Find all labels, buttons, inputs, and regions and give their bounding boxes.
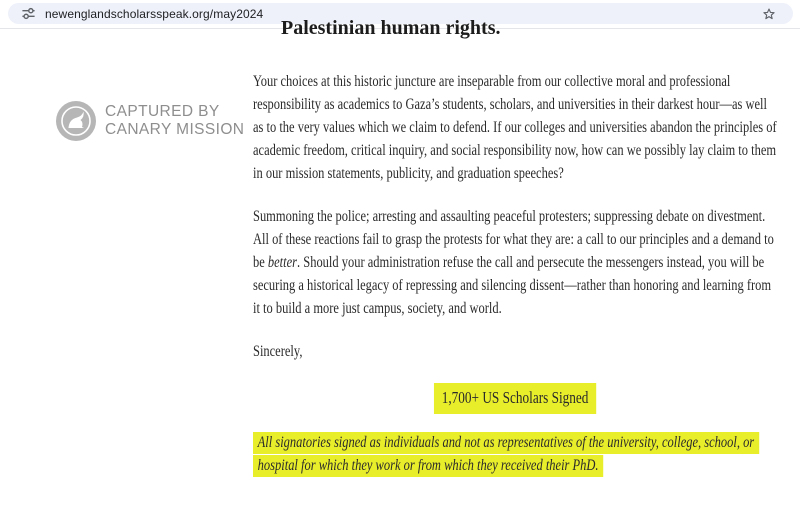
watermark-text [105,103,244,139]
paragraph2-emphasis: better [267,254,298,271]
signed-count-row [253,383,777,414]
canary-mission-watermark [56,101,244,141]
canary-bird-icon [56,101,96,141]
signed-count-badge: 1,700+ US Scholars Signed [434,383,596,414]
paragraph2-before: Summoning the police; arresting and assaulting peaceful protesters; suppressing debate on divestment. All of these reactions fail to grasp the protests for what they are: a call to our principles and a demand to be [253,208,774,271]
url-text[interactable]: newenglandscholarsspeak.org/may2024 [45,6,264,21]
site-info-icon[interactable] [21,6,36,21]
letter-paragraph-1: Your choices at this historic juncture are inseparable from our collective moral and professional responsibility as academics to Gaza’s students, scholars, and universities in their darkest hour—as well as to the very values which we claim to defend. If our colleges and universities abandon the principles of academic freedom, critical inquiry, and social responsibility now, how can we possibly lay claim to them in our mission statements, publicity, and graduation speeches? [253,73,777,182]
letter-paragraph-2 [253,205,777,320]
letter-closing: Sincerely, [253,343,303,360]
disclaimer-highlight: All signatories signed as individuals and not as representatives of the university, college, school, or hospital for which they work or from which they received their PhD. [253,432,759,477]
paragraph2-after: . Should your administration refuse the call and persecute the messengers instead, you will be securing a historical legacy of repressing and silencing dissent—rather than honoring and learning from it to build a more just campus, society, and world. [253,254,772,317]
watermark-line1: CAPTURED BY [105,103,220,120]
letter-body [253,70,777,497]
clipped-heading: Palestinian human rights. [281,17,501,39]
watermark-line2: CANARY MISSION [105,121,245,138]
bookmark-star-icon[interactable] [761,6,777,22]
signatories-disclaimer [253,431,777,477]
page-content [0,17,800,514]
